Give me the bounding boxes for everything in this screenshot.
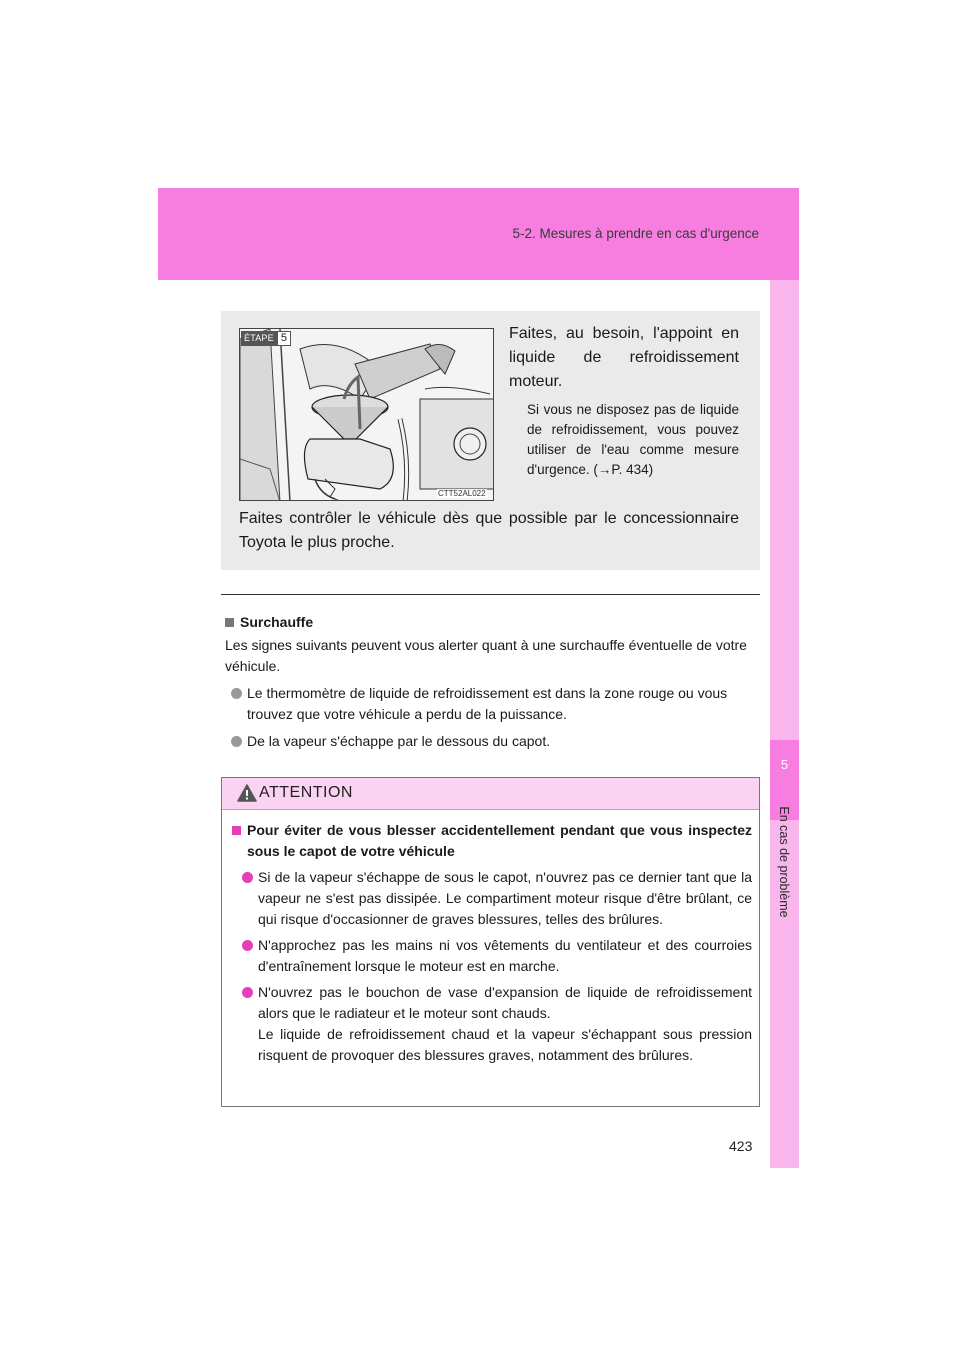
warning-box (221, 777, 760, 1107)
warning-body (222, 810, 759, 1066)
overheat-title (225, 612, 760, 633)
circle-bullet-icon (231, 688, 242, 699)
engine-bay-drawing (240, 329, 494, 501)
list-item (232, 982, 752, 1066)
list-item (232, 935, 752, 977)
square-bullet-icon (232, 826, 241, 835)
overheat-intro: Les signes suivants peuvent vous alerter quant à une surchauffe éventuelle de votre véhicule. (225, 637, 747, 674)
list-item (225, 731, 760, 752)
list-item-text: Le thermomètre de liquide de refroidissement est dans la zone rouge ou vous trouvez que votre véhicule a perdu de la puissance. (247, 685, 728, 722)
list-item (232, 867, 752, 930)
list-item-text: N'approchez pas les mains ni vos vêtements du ventilateur et des courroies d'entraînement lorsque le moteur est en marche. (258, 937, 752, 974)
step-instruction: Faites, au besoin, l'appoint en liquide de refroidissement moteur. (509, 325, 739, 390)
circle-bullet-icon (242, 987, 253, 998)
warning-title (232, 820, 752, 862)
header-band (158, 188, 799, 280)
side-tab-number: 5 (780, 757, 789, 772)
section-header: 5-2. Mesures à prendre en cas d'urgence (512, 226, 759, 241)
overheat-section (225, 612, 760, 758)
list-item-text-line: N'ouvrez pas le bouchon de vase d'expansion de liquide de refroidissement alors que le radiateur et le moteur sont chauds. (258, 984, 752, 1021)
coolant-refill-illustration (239, 328, 494, 501)
page-reference-link[interactable]: (→P. 434) (593, 462, 654, 477)
warning-title-text: Pour éviter de vous blesser accidentellement pendant que vous inspectez sous le capot de votre véhicule (247, 822, 752, 859)
step-badge-label: ÉTAPE (241, 331, 277, 346)
list-item-text-line: Le liquide de refroidissement chaud et la vapeur s'échappant sous pression risquent de provoquer des blessures graves, notamment des brûlures. (258, 1026, 752, 1063)
warning-header (222, 778, 759, 810)
step-note (527, 400, 739, 480)
page-number: 423 (729, 1138, 753, 1154)
step-badge-number: 5 (277, 331, 291, 346)
list-item-text (258, 982, 752, 1066)
list-item-text: Si de la vapeur s'échappe de sous le capot, n'ouvrez pas ce dernier tant que la vapeur ne s'est pas dissipée. Le compartiment moteur risque d'être brûlant, ce qui risque d'occasionner de graves blessures, telles des brûlures. (258, 869, 752, 927)
divider (221, 594, 760, 595)
step-footer: Faites contrôler le véhicule dès que possible par le concessionnaire Toyota le plus proche. (239, 510, 739, 551)
step-badge (241, 331, 291, 346)
square-bullet-icon (225, 618, 234, 627)
list-item-text: De la vapeur s'échappe par le dessous du capot. (247, 733, 551, 749)
list-item (225, 683, 760, 725)
warning-triangle-icon (237, 784, 257, 802)
overheat-bullets (225, 683, 760, 752)
overheat-title-text: Surchauffe (240, 614, 314, 630)
side-tab (770, 280, 799, 1168)
circle-bullet-icon (231, 736, 242, 747)
illustration-code: CTT52AL022 (438, 489, 486, 498)
warning-heading: ATTENTION (259, 784, 353, 801)
side-tab-label: En cas de problème (777, 806, 791, 918)
circle-bullet-icon (242, 872, 253, 883)
circle-bullet-icon (242, 940, 253, 951)
step-note-text: Si vous ne disposez pas de liquide de refroidissement, vous pouvez utiliser de l'eau comme mesure d'urgence. (527, 402, 739, 477)
